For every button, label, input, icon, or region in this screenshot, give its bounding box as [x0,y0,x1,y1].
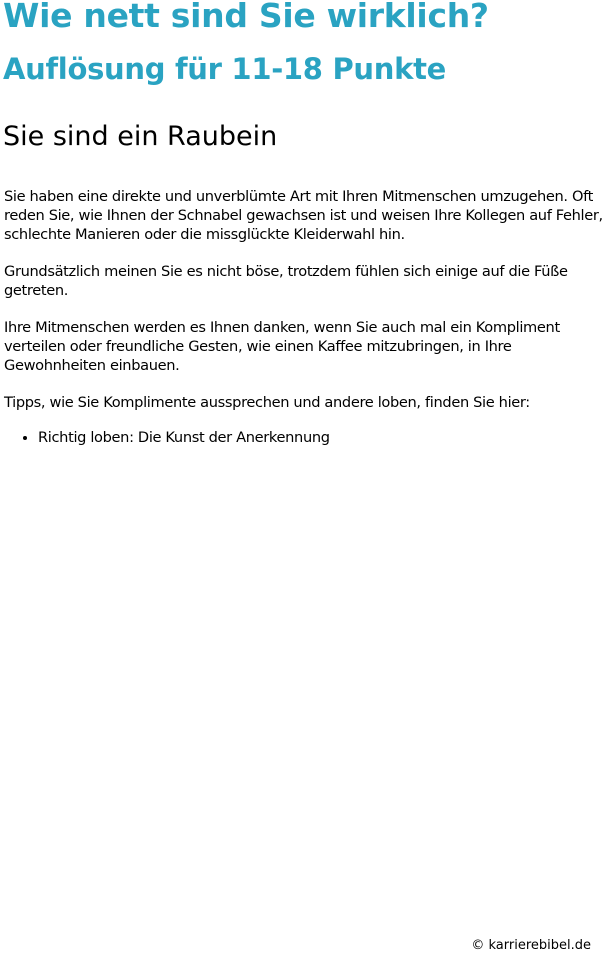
copyright-footer: © karrierebibel.de [471,938,591,953]
paragraph-intention: Grundsätzlich meinen Sie es nicht böse, trotzdem fühlen sich einige auf die Füße getreten. [4,263,568,299]
paragraph-advice: Ihre Mitmenschen werden es Ihnen danken, wenn Sie auch mal ein Kompliment verteilen oder freundliche Gesten, wie einen Kaffee mitzubringen, in Ihre Gewohnheiten einbauen. [4,319,560,374]
page-subtitle: Auflösung für 11-18 Punkte [3,52,447,86]
tip-link-richtig-loben[interactable]: • Richtig loben: Die Kunst der Anerkennung [38,428,613,447]
paragraph-intro: Sie haben eine direkte und unverblümte Art mit Ihren Mitmenschen umzugehen. Oft reden Sie, wie Ihnen der Schnabel gewachsen ist und weisen Ihre Kollegen auf Fehler, schlechte Manieren oder die missglückte Kleiderwahl hin. [4,188,603,243]
paragraph-tips-intro: Tipps, wie Sie Komplimente aussprechen und andere loben, finden Sie hier: [4,394,530,411]
tips-list [4,428,613,447]
result-body [4,187,613,447]
page-title: Wie nett sind Sie wirklich? [3,0,489,35]
result-heading: Sie sind ein Raubein [3,121,278,152]
